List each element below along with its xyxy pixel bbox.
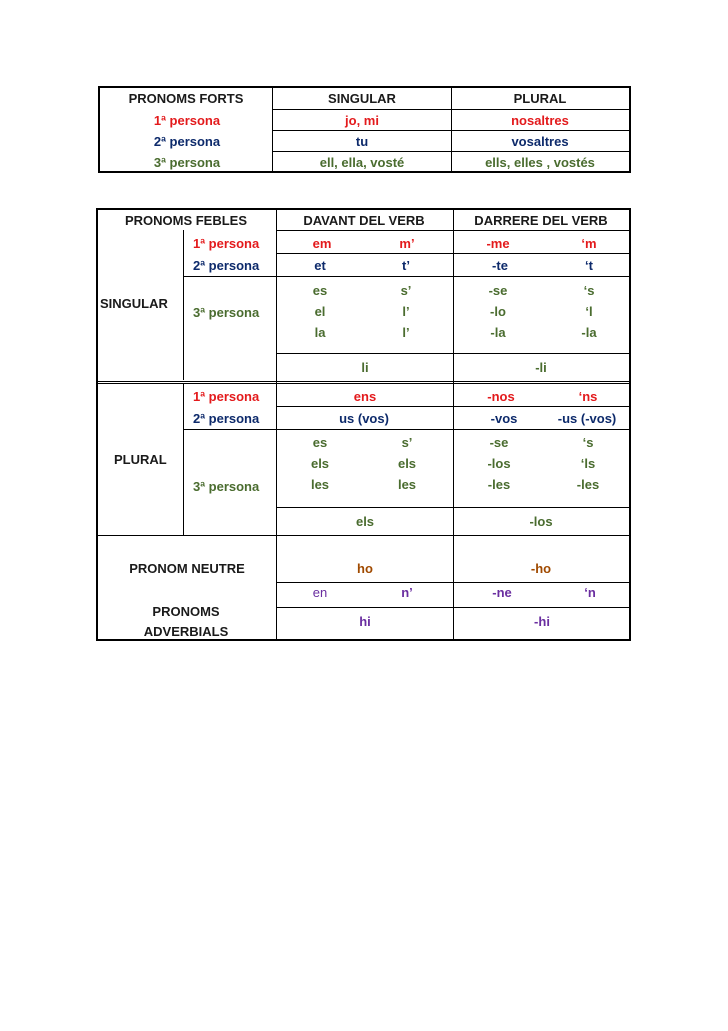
febles-plur-1-darrere-apos: ‘ns [578, 389, 598, 404]
column-divider [276, 208, 277, 641]
row-divider [272, 109, 630, 110]
febles-sing-2-davant: et [314, 258, 326, 273]
febles-plur-2-davant: us (vos) [339, 411, 389, 426]
febles-sing-person-1: 1ª persona [193, 236, 260, 251]
forts-person-1: 1ª persona [153, 113, 221, 128]
row-divider [276, 582, 630, 583]
febles-plur-3-darrere-c: -les [487, 477, 511, 492]
forts-plural-1: nosaltres [511, 113, 569, 128]
febles-sing-3-apos-a: s’ [400, 283, 412, 298]
row-divider [276, 507, 630, 508]
febles-plur-3-darrere-a: -se [489, 435, 509, 450]
header-singular: SINGULAR [328, 91, 396, 106]
febles-sing-3-davant-a: es [312, 283, 328, 298]
row-divider [272, 151, 630, 152]
column-divider [453, 208, 454, 641]
neutre-davant: ho [357, 561, 373, 576]
febles-plur-3-dapos-a: ‘s [582, 435, 594, 450]
row-divider [276, 607, 630, 608]
forts-singular-1: jo, mi [345, 113, 379, 128]
febles-plur-3-apos-b: els [397, 456, 417, 471]
row-divider [276, 253, 630, 254]
febles-plur-indirect-darrere: -los [529, 514, 553, 529]
febles-sing-1-davant-apos: m’ [399, 236, 415, 251]
adverbial-en-darrere-apos: ‘n [584, 585, 596, 600]
adverbial-en-davant-apos: n’ [401, 585, 413, 600]
row-divider [183, 276, 630, 277]
table-border [98, 86, 100, 173]
header-plural: PLURAL [513, 91, 567, 106]
row-divider [97, 381, 630, 382]
febles-sing-3-darrere-a: -se [488, 283, 508, 298]
table-border [629, 208, 631, 641]
neutre-darrere: -ho [530, 561, 552, 576]
febles-plur-2-darrere-alt: -us (-vos) [557, 411, 617, 426]
febles-sing-indirect-davant: li [361, 360, 369, 375]
febles-sing-3-dapos-c: -la [581, 325, 597, 340]
febles-sing-3-dapos-a: ‘s [583, 283, 595, 298]
forts-singular-2: tu [355, 134, 369, 149]
adverbial-hi-darrere: -hi [534, 614, 550, 629]
febles-sing-person-2: 2ª persona [193, 258, 260, 273]
febles-sing-3-dapos-b: ‘l [585, 304, 593, 319]
febles-sing-person-3: 3ª persona [193, 305, 260, 320]
febles-sing-2-darrere: -te [492, 258, 508, 273]
forts-person-3: 3ª persona [153, 155, 221, 170]
adverbial-en-darrere: -ne [492, 585, 512, 600]
label-plural: PLURAL [114, 452, 167, 467]
adverbial-hi-davant: hi [359, 614, 371, 629]
header-pronoms-forts: PRONOMS FORTS [128, 91, 244, 106]
febles-plur-3-davant-a: es [312, 435, 328, 450]
table-border [96, 208, 98, 641]
forts-singular-3: ell, ella, vosté [319, 155, 405, 170]
febles-plur-1-davant: ens [353, 389, 377, 404]
row-divider [276, 230, 630, 231]
row-divider [276, 353, 630, 354]
column-divider [183, 384, 184, 535]
febles-plur-person-3: 3ª persona [193, 479, 260, 494]
febles-sing-2-darrere-apos: ‘t [585, 258, 593, 273]
febles-plur-3-davant-c: les [310, 477, 330, 492]
label-pronoms: PRONOMS [152, 604, 220, 619]
febles-sing-3-darrere-c: -la [490, 325, 506, 340]
header-darrere-del-verb: DARRERE DEL VERB [474, 213, 608, 228]
febles-plur-person-1: 1ª persona [193, 389, 260, 404]
row-divider [276, 406, 630, 407]
febles-sing-2-davant-apos: t’ [402, 258, 410, 273]
forts-plural-3: ells, elles , vostés [485, 155, 595, 170]
febles-sing-3-darrere-b: -lo [490, 304, 506, 319]
row-divider [97, 383, 630, 384]
febles-plur-indirect-davant: els [355, 514, 375, 529]
table-border [98, 171, 631, 173]
febles-sing-3-apos-c: l’ [402, 325, 410, 340]
febles-plur-3-darrere-b: -los [487, 456, 511, 471]
row-divider [272, 130, 630, 131]
column-divider [183, 230, 184, 380]
febles-sing-indirect-darrere: -li [535, 360, 547, 375]
forts-plural-2: vosaltres [511, 134, 569, 149]
febles-plur-3-dapos-c: -les [576, 477, 600, 492]
febles-plur-3-davant-b: els [310, 456, 330, 471]
febles-plur-person-2: 2ª persona [193, 411, 260, 426]
label-adverbials: ADVERBIALS [143, 624, 229, 639]
adverbial-en-davant: en [312, 585, 328, 600]
row-divider [183, 429, 630, 430]
febles-sing-1-darrere: -me [486, 236, 510, 251]
febles-sing-3-apos-b: l’ [402, 304, 410, 319]
febles-sing-3-davant-c: la [314, 325, 326, 340]
febles-plur-3-apos-a: s’ [401, 435, 413, 450]
febles-plur-1-darrere: -nos [487, 389, 515, 404]
row-divider [97, 535, 630, 536]
forts-person-2: 2ª persona [153, 134, 221, 149]
febles-plur-2-darrere: -vos [490, 411, 518, 426]
febles-sing-1-darrere-apos: ‘m [581, 236, 597, 251]
label-pronom-neutre: PRONOM NEUTRE [129, 561, 245, 576]
label-singular: SINGULAR [100, 296, 168, 311]
table-border [96, 208, 631, 210]
febles-plur-3-dapos-b: ‘ls [580, 456, 596, 471]
febles-plur-3-apos-c: les [397, 477, 417, 492]
header-pronoms-febles: PRONOMS FEBLES [124, 213, 248, 228]
table-border [98, 86, 631, 88]
febles-sing-1-davant: em [312, 236, 332, 251]
header-davant-del-verb: DAVANT DEL VERB [303, 213, 425, 228]
febles-sing-3-davant-b: el [314, 304, 326, 319]
